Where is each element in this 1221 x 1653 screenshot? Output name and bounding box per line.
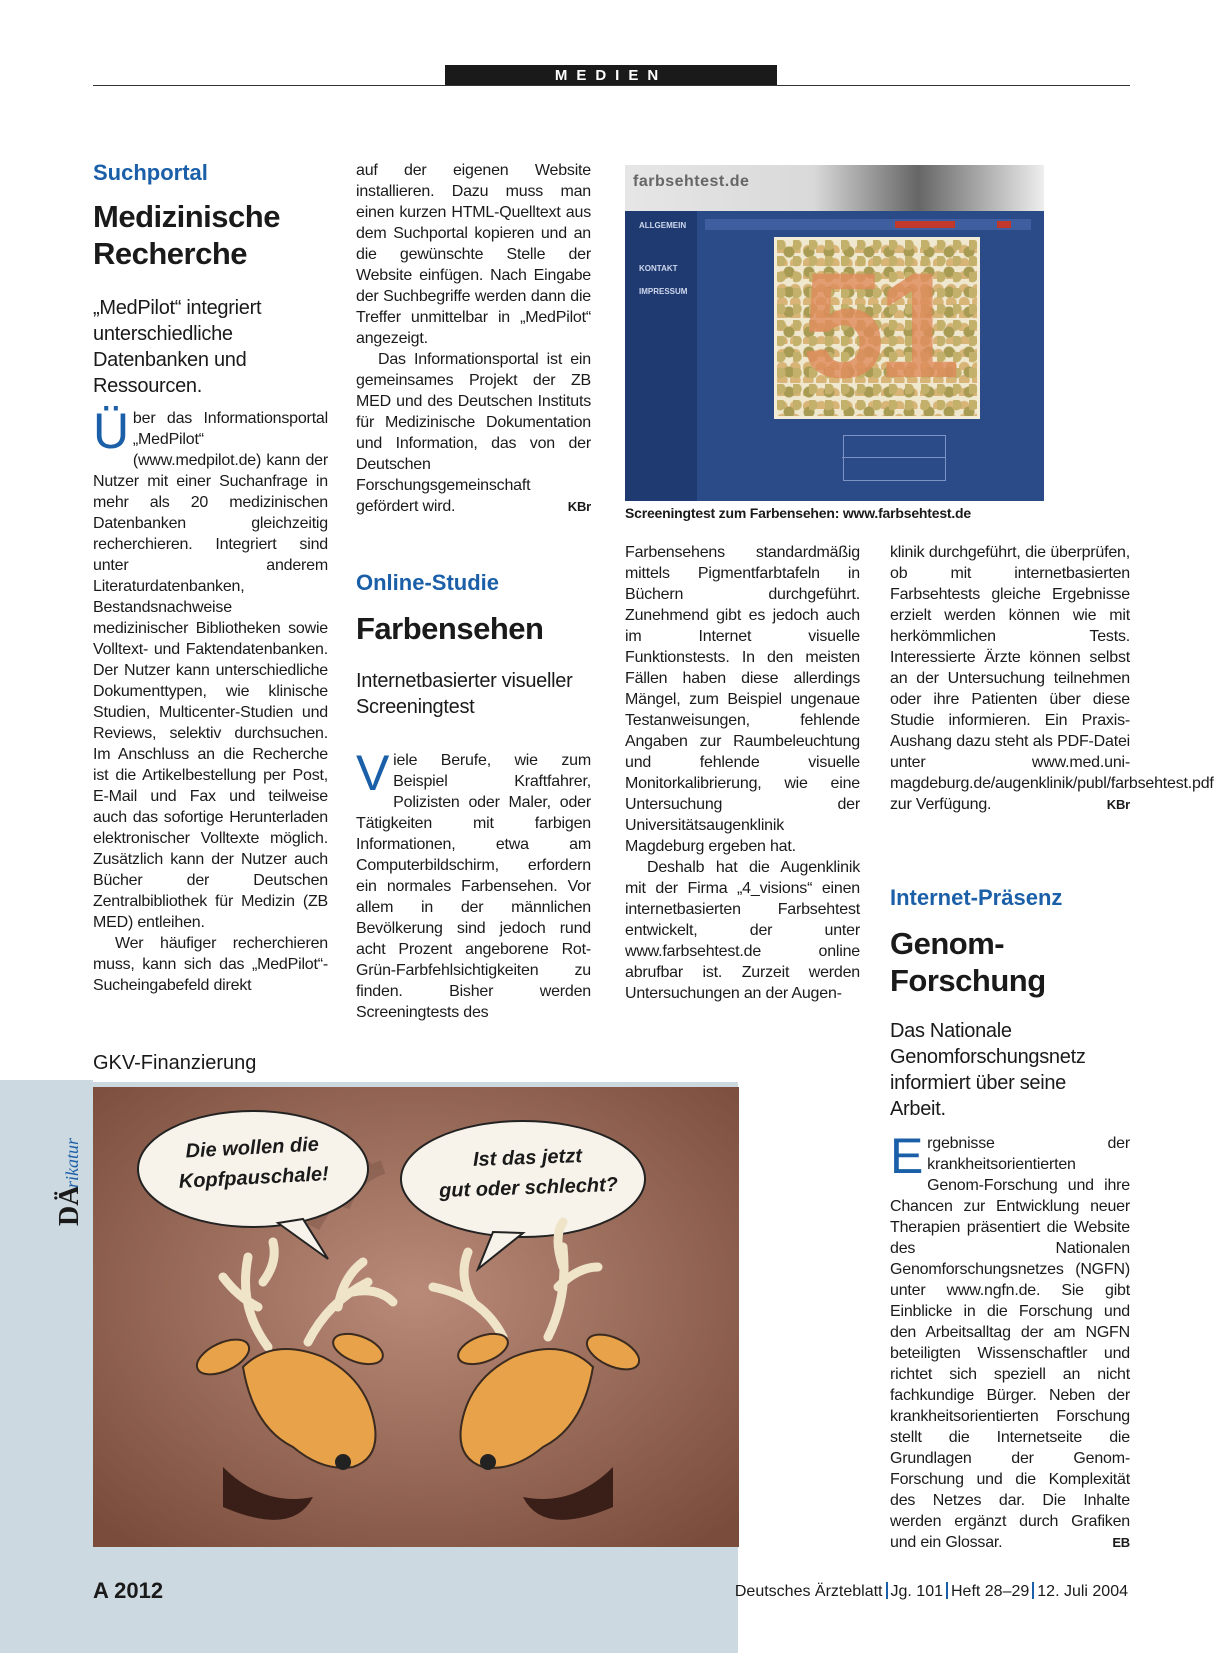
article3-headline	[890, 925, 1046, 999]
article2-paragraph-3: Deshalb hat die Augenklinik mit der Firma „4_visions“ einen internetbasierten Farbsehtest entwickelt, der unter www.farbsehtest.de online abrufbar ist. Zurzeit werden Untersuchungen an der Augen-	[625, 859, 860, 1002]
cartoon-illustration	[93, 1087, 739, 1547]
footer-citation	[735, 1582, 1128, 1601]
bubble-right-line2: gut oder schlecht?	[438, 1173, 619, 1203]
svg-text:rikatur: rikatur	[62, 1137, 82, 1188]
article1-body-col2	[356, 160, 591, 517]
cartoon-title: GKV-Finanzierung	[93, 1052, 257, 1074]
screenshot-strip	[705, 219, 1031, 230]
article3-headline-line1: Genom-	[890, 926, 1005, 961]
article2-kicker: Online-Studie	[356, 570, 499, 595]
footer-separator	[1032, 1582, 1034, 1599]
article3-body	[890, 1128, 1130, 1553]
ishihara-plate	[774, 237, 980, 419]
article3-headline-line2: Forschung	[890, 963, 1046, 998]
article1-dropcap: Ü	[93, 403, 129, 459]
article2-dropcap: V	[356, 745, 390, 801]
bubble-left-line2: Kopfpauschale!	[178, 1163, 330, 1193]
article2-paragraph-1: iele Berufe, wie zum Beispiel Kraftfahrer, Polizisten oder Maler, oder Tätigkeiten mit farbigen Informationen, etwa am Computerbildschirm, erfordern ein normales Farbensehen. Vor allem in der männlichen Bevölkerung sind jedoch rund acht Prozent angeborene Rot-Grün-Farbfehlsichtigkeiten zu finden. Bisher werden Screeningtests des	[356, 752, 591, 1021]
header-rule	[93, 85, 1130, 86]
article3-signature: EB	[1112, 1535, 1130, 1550]
darikatur-logo	[48, 1100, 88, 1230]
speech-bubble-right	[427, 1140, 629, 1207]
screenshot-logo: farbsehtest.de	[633, 173, 750, 190]
article2-signature: KBr	[1106, 797, 1130, 812]
page-number: A 2012	[93, 1578, 164, 1603]
article3-paragraph-1: rgebnisse der krankheitsorientierten Genom-Forschung und ihre Chancen zur Entwicklung neuer Therapien präsentiert die Website des Nationalen Genomforschungsnetzes (NGFN) unter www.ngfn.de. Sie gibt Einblicke in die Forschung und den Arbeitsalltag der am NGFN beteiligten Wissenschaftler und richtet sich speziell an nicht fachkundige Bürger. Neben der krankheitsorientierten Forschung stellt die Internetseite die Grundlagen der Genom-Forschung und die Komplexität des Netzes dar. Die Inhalte werden ergänzt durch Grafiken und ein Glossar.	[890, 1135, 1130, 1551]
bubble-right-line1: Ist das jetzt	[472, 1145, 583, 1171]
article3-dek: Das Nationale Genomforschungsnetz informiert über seine Arbeit.	[890, 1020, 1086, 1120]
screenshot-menu	[625, 211, 697, 501]
screenshot-menu-item: KONTAKT	[639, 264, 678, 273]
article3-kicker: Internet-Präsenz	[890, 885, 1063, 910]
footer-volume: Jg. 101	[890, 1583, 943, 1600]
article3-dropcap: E	[890, 1128, 924, 1184]
screenshot-menu-item: ALLGEMEIN	[639, 221, 687, 230]
article2-dek: Internetbasierter visueller Screeningtest	[356, 670, 573, 718]
article2-paragraph-2: Farbensehens standardmäßig mittels Pigmentfarbtafeln in Büchern durchgeführt. Zunehmend gibt es jedoch auch im Internet visuelle Funktionstests. In den meisten Fällen haben diese allerdings Mängel, zum Beispiel ungenaue Testanweisungen, fehlende Angaben zur Raumbeleuchtung und fehlende visuelle Monitorkalibrierung, wie eine Untersuchung der Universitätsaugenklinik Magdeburg ergeben hat.	[625, 544, 860, 855]
answer-box	[843, 435, 946, 481]
footer-date: 12. Juli 2004	[1037, 1583, 1128, 1600]
speech-bubble-left	[162, 1128, 345, 1197]
farbsehtest-screenshot	[625, 165, 1044, 501]
bubble-left-line1: Die wollen die	[185, 1133, 320, 1163]
article1-kicker: Suchportal	[93, 160, 208, 185]
article1-headline-line2: Recherche	[93, 236, 248, 271]
article1-headline	[93, 198, 333, 272]
article1-paragraph-1: ber das Informationsportal „MedPilot“ (www.medpilot.de) kann der Nutzer mit einer Suchanfrage in mehr als 20 medizinischen Datenbanken gleichzeitig recherchieren. Integriert sind unter anderem Literaturdatenbanken, Bestandsnachweise medizinischer Bibliotheken sowie Volltext- und Faktendatenbanken. Der Nutzer kann unterschiedliche Dokumenttypen, wie klinische Studien, Multicenter-Studien und Reviews, selektiv durchsuchen. Im Anschluss an die Recherche ist die Artikelbestellung per Post, E-Mail und Fax und teilweise auch das sofortige Herunterladen elektronischer Volltexte möglich. Zusätzlich kann der Nutzer auch Bücher der Deutschen Zentralbibliothek für Medizin (ZB MED) entleihen.	[93, 410, 328, 931]
screenshot-menu-item: IMPRESSUM	[639, 287, 688, 296]
screenshot-red-tab	[997, 221, 1011, 228]
footer-separator	[946, 1582, 948, 1599]
article1-headline-line1: Medizinische	[93, 199, 280, 234]
article2-body-col1	[356, 745, 591, 1023]
footer-journal: Deutsches Ärzteblatt	[734, 1583, 883, 1600]
footer-issue: Heft 28–29	[950, 1583, 1030, 1600]
article2-body-col3	[890, 542, 1214, 815]
article1-dek: „MedPilot“ integriert unterschiedliche Datenbanken und Ressourcen.	[93, 297, 262, 397]
figure-caption: Screeningtest zum Farbensehen: www.farbsehtest.de	[625, 505, 971, 521]
footer-separator	[886, 1582, 888, 1599]
article2-headline: Farbensehen	[356, 611, 544, 646]
article2-paragraph-4: klinik durchgeführt, die überprüfen, ob mit internetbasierten Farbsehtests gleiche Ergebnisse erzielt werden können wie mit herkömmlichen Tests. Interessierte Ärzte können selbst an der Untersuchung teilnehmen oder ihre Patienten über diese Studie informieren. Ein Praxis-Aushang dazu steht als PDF-Datei unter www.med.uni-magdeburg.de/augenklinik/publ/farbsehtest.pdf zur Verfügung.	[890, 544, 1214, 813]
answer-box-divider	[842, 457, 945, 458]
article1-signature: KBr	[567, 499, 591, 514]
article1-body-col1	[93, 403, 328, 996]
article1-paragraph-4: Das Informationsportal ist ein gemeinsames Projekt der ZB MED und des Deutschen Instituts für Medizinische Dokumentation und Information, das von der Deutschen Forschungsgemeinschaft gefördert wird.	[356, 351, 591, 515]
svg-text:DÄ: DÄ	[54, 1185, 85, 1226]
article1-paragraph-3: auf der eigenen Website installieren. Dazu muss man einen kurzen HTML-Quelltext aus dem Suchportal kopieren und an die gewünschte Stelle der Website einfügen. Nach Eingabe der Suchbegriffe werden dann die Treffer unmittelbar in „MedPilot“ angezeigt.	[356, 162, 591, 347]
plate-number: 51	[801, 241, 953, 409]
article1-paragraph-2: Wer häufiger recherchieren muss, kann sich das „MedPilot“-Sucheingabefeld direkt	[93, 935, 328, 994]
screenshot-red-tab	[895, 221, 955, 228]
section-label: MEDIEN	[445, 65, 777, 86]
article2-body-col2	[625, 542, 860, 1004]
